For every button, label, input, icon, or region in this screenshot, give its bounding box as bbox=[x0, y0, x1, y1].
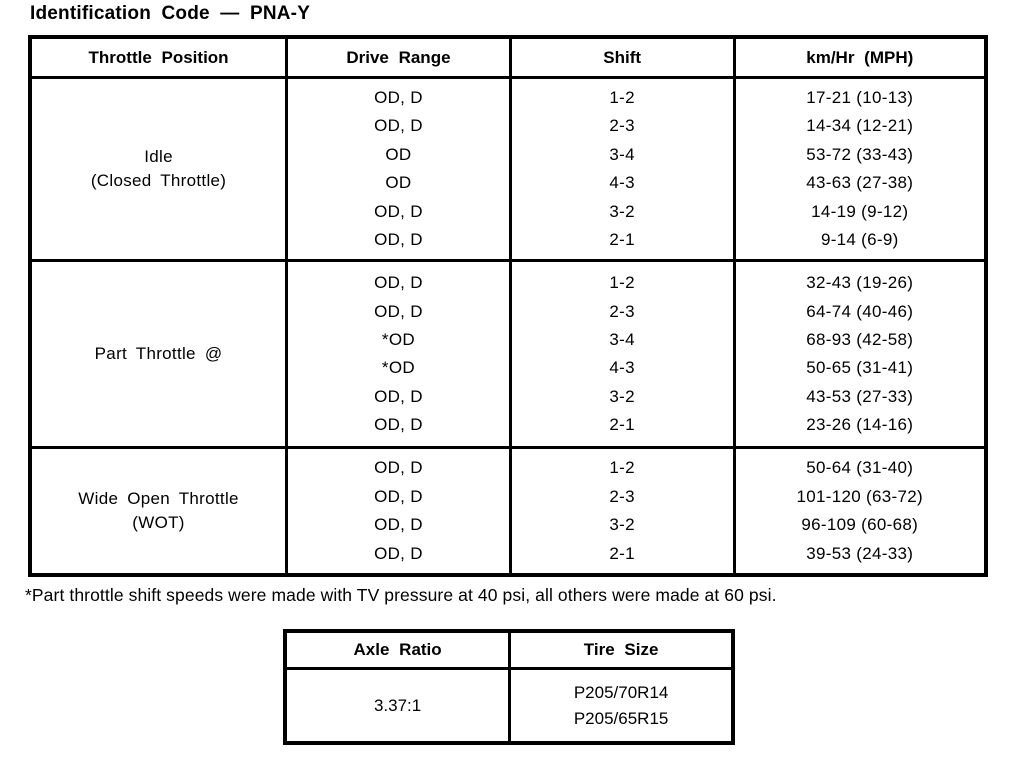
column-header-speed: km/Hr (MPH) bbox=[806, 47, 914, 67]
column-header-axle-ratio: Axle Ratio bbox=[287, 633, 511, 667]
speed-value: 50-65 (31-41) bbox=[806, 358, 914, 378]
shift-value: 3-2 bbox=[609, 201, 635, 221]
shift-table-header-row bbox=[32, 39, 984, 79]
tire-size-cell bbox=[511, 670, 731, 741]
speed-value: 39-53 (24-33) bbox=[806, 543, 914, 563]
drive-range-value: OD, D bbox=[374, 458, 423, 478]
axle-table-header-row bbox=[287, 633, 731, 670]
drive-range-value: OD, D bbox=[374, 543, 423, 563]
drive-range-value: *OD bbox=[381, 330, 415, 350]
column-header-shift: Shift bbox=[512, 39, 736, 76]
speed-cell bbox=[736, 79, 984, 259]
shift-value: 2-1 bbox=[609, 230, 635, 250]
speed-cell bbox=[736, 262, 984, 446]
speed-value: 53-72 (33-43) bbox=[806, 144, 914, 164]
shift-value: 3-2 bbox=[609, 515, 635, 535]
speed-value: 17-21 (10-13) bbox=[806, 88, 914, 107]
drive-range-value: OD bbox=[385, 173, 412, 193]
drive-range-value: OD bbox=[385, 144, 412, 164]
throttle-position-line: (Closed Throttle) bbox=[90, 171, 227, 191]
shift-value: 2-1 bbox=[609, 415, 635, 435]
speed-value: 14-19 (9-12) bbox=[811, 201, 909, 221]
speed-value: 101-120 (63-72) bbox=[796, 486, 923, 506]
footnote-text: *Part throttle shift speeds were made with TV pressure at 40 psi, all others were made at 60 psi. bbox=[25, 585, 777, 605]
speed-cell bbox=[736, 449, 984, 573]
speed-value: 43-53 (27-33) bbox=[806, 386, 914, 406]
drive-range-value: OD, D bbox=[374, 415, 423, 435]
speed-value: 23-26 (14-16) bbox=[806, 415, 914, 435]
drive-range-value: OD, D bbox=[374, 515, 423, 535]
shift-value: 2-3 bbox=[609, 116, 635, 136]
column-header-tire-size: Tire Size bbox=[583, 640, 659, 659]
shift-cell bbox=[512, 79, 736, 259]
speed-value: 96-109 (60-68) bbox=[801, 515, 919, 535]
drive-range-cell bbox=[288, 262, 512, 446]
drive-range-value: OD, D bbox=[374, 201, 423, 221]
drive-range-cell bbox=[288, 449, 512, 573]
axle-ratio-value: 3.37:1 bbox=[373, 695, 422, 715]
page-title: Identification Code — PNA-Y bbox=[30, 3, 311, 24]
axle-table-body-row bbox=[287, 670, 731, 741]
drive-range-value: OD, D bbox=[374, 230, 423, 250]
drive-range-value: OD, D bbox=[374, 386, 423, 406]
throttle-position-cell bbox=[32, 79, 288, 259]
throttle-position-cell bbox=[32, 262, 288, 446]
axle-tire-table bbox=[283, 629, 735, 745]
shift-cell bbox=[512, 262, 736, 446]
shift-speed-table bbox=[28, 35, 988, 577]
shift-value: 1-2 bbox=[609, 458, 635, 478]
shift-value: 3-2 bbox=[609, 386, 635, 406]
speed-value: 68-93 (42-58) bbox=[806, 330, 914, 350]
throttle-position-line: (WOT) bbox=[132, 513, 185, 533]
shift-cell bbox=[512, 449, 736, 573]
table-row-group-wot bbox=[32, 449, 984, 573]
speed-value: 32-43 (19-26) bbox=[806, 273, 914, 293]
shift-value: 4-3 bbox=[609, 358, 635, 378]
shift-value: 1-2 bbox=[609, 88, 635, 107]
throttle-position-line: Part Throttle @ bbox=[94, 344, 223, 364]
shift-value: 4-3 bbox=[609, 173, 635, 193]
speed-value: 9-14 (6-9) bbox=[820, 230, 899, 250]
drive-range-value: OD, D bbox=[374, 486, 423, 506]
speed-value: 64-74 (40-46) bbox=[806, 301, 914, 321]
shift-value: 3-4 bbox=[609, 330, 635, 350]
shift-value: 2-3 bbox=[609, 301, 635, 321]
drive-range-value: OD, D bbox=[374, 116, 423, 136]
column-header-throttle-position: Throttle Position bbox=[32, 39, 288, 76]
drive-range-value: OD, D bbox=[374, 301, 423, 321]
drive-range-value: OD, D bbox=[374, 88, 423, 107]
tire-size-value: P205/65R15 bbox=[573, 708, 669, 728]
shift-value: 2-1 bbox=[609, 543, 635, 563]
column-header-drive-range: Drive Range bbox=[288, 39, 512, 76]
table-row-group-part-throttle bbox=[32, 262, 984, 449]
throttle-position-line: Idle bbox=[144, 147, 173, 167]
speed-value: 43-63 (27-38) bbox=[806, 173, 914, 193]
drive-range-value: OD, D bbox=[374, 273, 423, 293]
shift-value: 3-4 bbox=[609, 144, 635, 164]
drive-range-cell bbox=[288, 79, 512, 259]
throttle-position-line: Wide Open Throttle bbox=[78, 489, 239, 509]
shift-value: 1-2 bbox=[609, 273, 635, 293]
speed-value: 50-64 (31-40) bbox=[806, 458, 914, 478]
throttle-position-cell bbox=[32, 449, 288, 573]
shift-value: 2-3 bbox=[609, 486, 635, 506]
axle-ratio-cell bbox=[287, 670, 511, 741]
table-row-group-idle bbox=[32, 79, 984, 262]
speed-value: 14-34 (12-21) bbox=[806, 116, 914, 136]
tire-size-value: P205/70R14 bbox=[573, 682, 669, 702]
drive-range-value: *OD bbox=[381, 358, 415, 378]
